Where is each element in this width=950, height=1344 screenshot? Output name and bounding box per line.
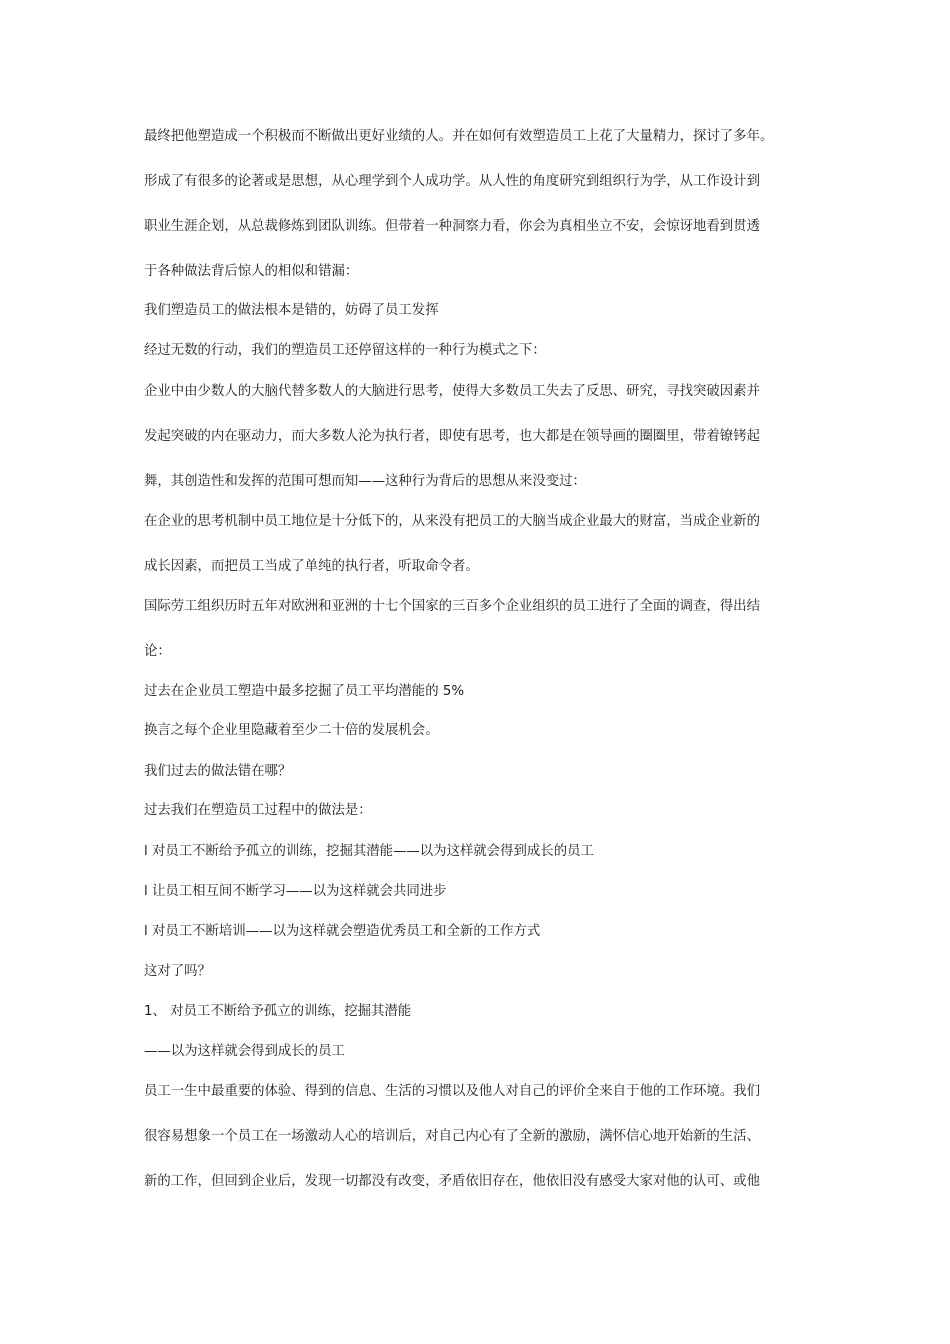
paragraph-line: 过去我们在塑造员工过程中的做法是： bbox=[144, 803, 372, 818]
paragraph-line: 企业中由少数人的大脑代替多数人的大脑进行思考，使得大多数员工失去了反思、研究，寻找突破因素并 bbox=[144, 384, 760, 399]
paragraph-line: 我们塑造员工的做法根本是错的，妨碍了员工发挥 bbox=[144, 303, 439, 318]
list-item: l 对员工不断给予孤立的训练，挖掘其潜能——以为这样就会得到成长的员工 bbox=[144, 844, 594, 859]
paragraph-line: 国际劳工组织历时五年对欧洲和亚洲的十七个国家的三百多个企业组织的员工进行了全面的调查，得出结 bbox=[144, 599, 760, 614]
paragraph-line: 很容易想象一个员工在一场激动人心的培训后，对自己内心有了全新的激励，满怀信心地开始新的生活、 bbox=[144, 1129, 760, 1144]
paragraph-line: 员工一生中最重要的体验、得到的信息、生活的习惯以及他人对自己的评价全来自于他的工作环境。我们 bbox=[144, 1084, 760, 1099]
list-item: l 对员工不断培训——以为这样就会塑造优秀员工和全新的工作方式 bbox=[144, 924, 541, 939]
paragraph-line: 经过无数的行动，我们的塑造员工还停留这样的一种行为模式之下： bbox=[144, 343, 546, 358]
paragraph-line: 发起突破的内在驱动力，而大多数人沦为执行者，即使有思考，也大都是在领导画的圈圈里，带着镣铐起 bbox=[144, 429, 760, 444]
paragraph-line: 舞，其创造性和发挥的范围可想而知——这种行为背后的思想从来没变过： bbox=[144, 474, 586, 489]
paragraph-line: 在企业的思考机制中员工地位是十分低下的，从来没有把员工的大脑当成企业最大的财富，当成企业新的 bbox=[144, 514, 760, 529]
section-subheading: ——以为这样就会得到成长的员工 bbox=[144, 1044, 345, 1059]
section-heading: 1、 对员工不断给予孤立的训练，挖掘其潜能 bbox=[144, 1004, 412, 1019]
paragraph-line: 最终把他塑造成一个积极而不断做出更好业绩的人。并在如何有效塑造员工上花了大量精力，探讨了多年。 bbox=[144, 129, 774, 144]
paragraph-line: 论： bbox=[144, 644, 171, 659]
list-item: l 让员工相互间不断学习——以为这样就会共同进步 bbox=[144, 884, 447, 899]
paragraph-line: 换言之每个企业里隐藏着至少二十倍的发展机会。 bbox=[144, 723, 439, 738]
paragraph-line: 新的工作，但回到企业后，发现一切都没有改变，矛盾依旧存在，他依旧没有感受大家对他的认可、或他 bbox=[144, 1174, 760, 1189]
paragraph-line: 过去在企业员工塑造中最多挖掘了员工平均潜能的 5% bbox=[144, 684, 465, 699]
paragraph-line: 于各种做法背后惊人的相似和错漏： bbox=[144, 264, 359, 279]
paragraph-line: 这对了吗？ bbox=[144, 964, 211, 979]
paragraph-line: 职业生涯企划，从总裁修炼到团队训练。但带着一种洞察力看，你会为真相坐立不安，会惊讶地看到贯透 bbox=[144, 219, 760, 234]
paragraph-line: 成长因素，而把员工当成了单纯的执行者，听取命令者。 bbox=[144, 559, 479, 574]
paragraph-line: 我们过去的做法错在哪？ bbox=[144, 764, 292, 779]
paragraph-line: 形成了有很多的论著或是思想，从心理学到个人成功学。从人性的角度研究到组织行为学，从工作设计到 bbox=[144, 174, 760, 189]
